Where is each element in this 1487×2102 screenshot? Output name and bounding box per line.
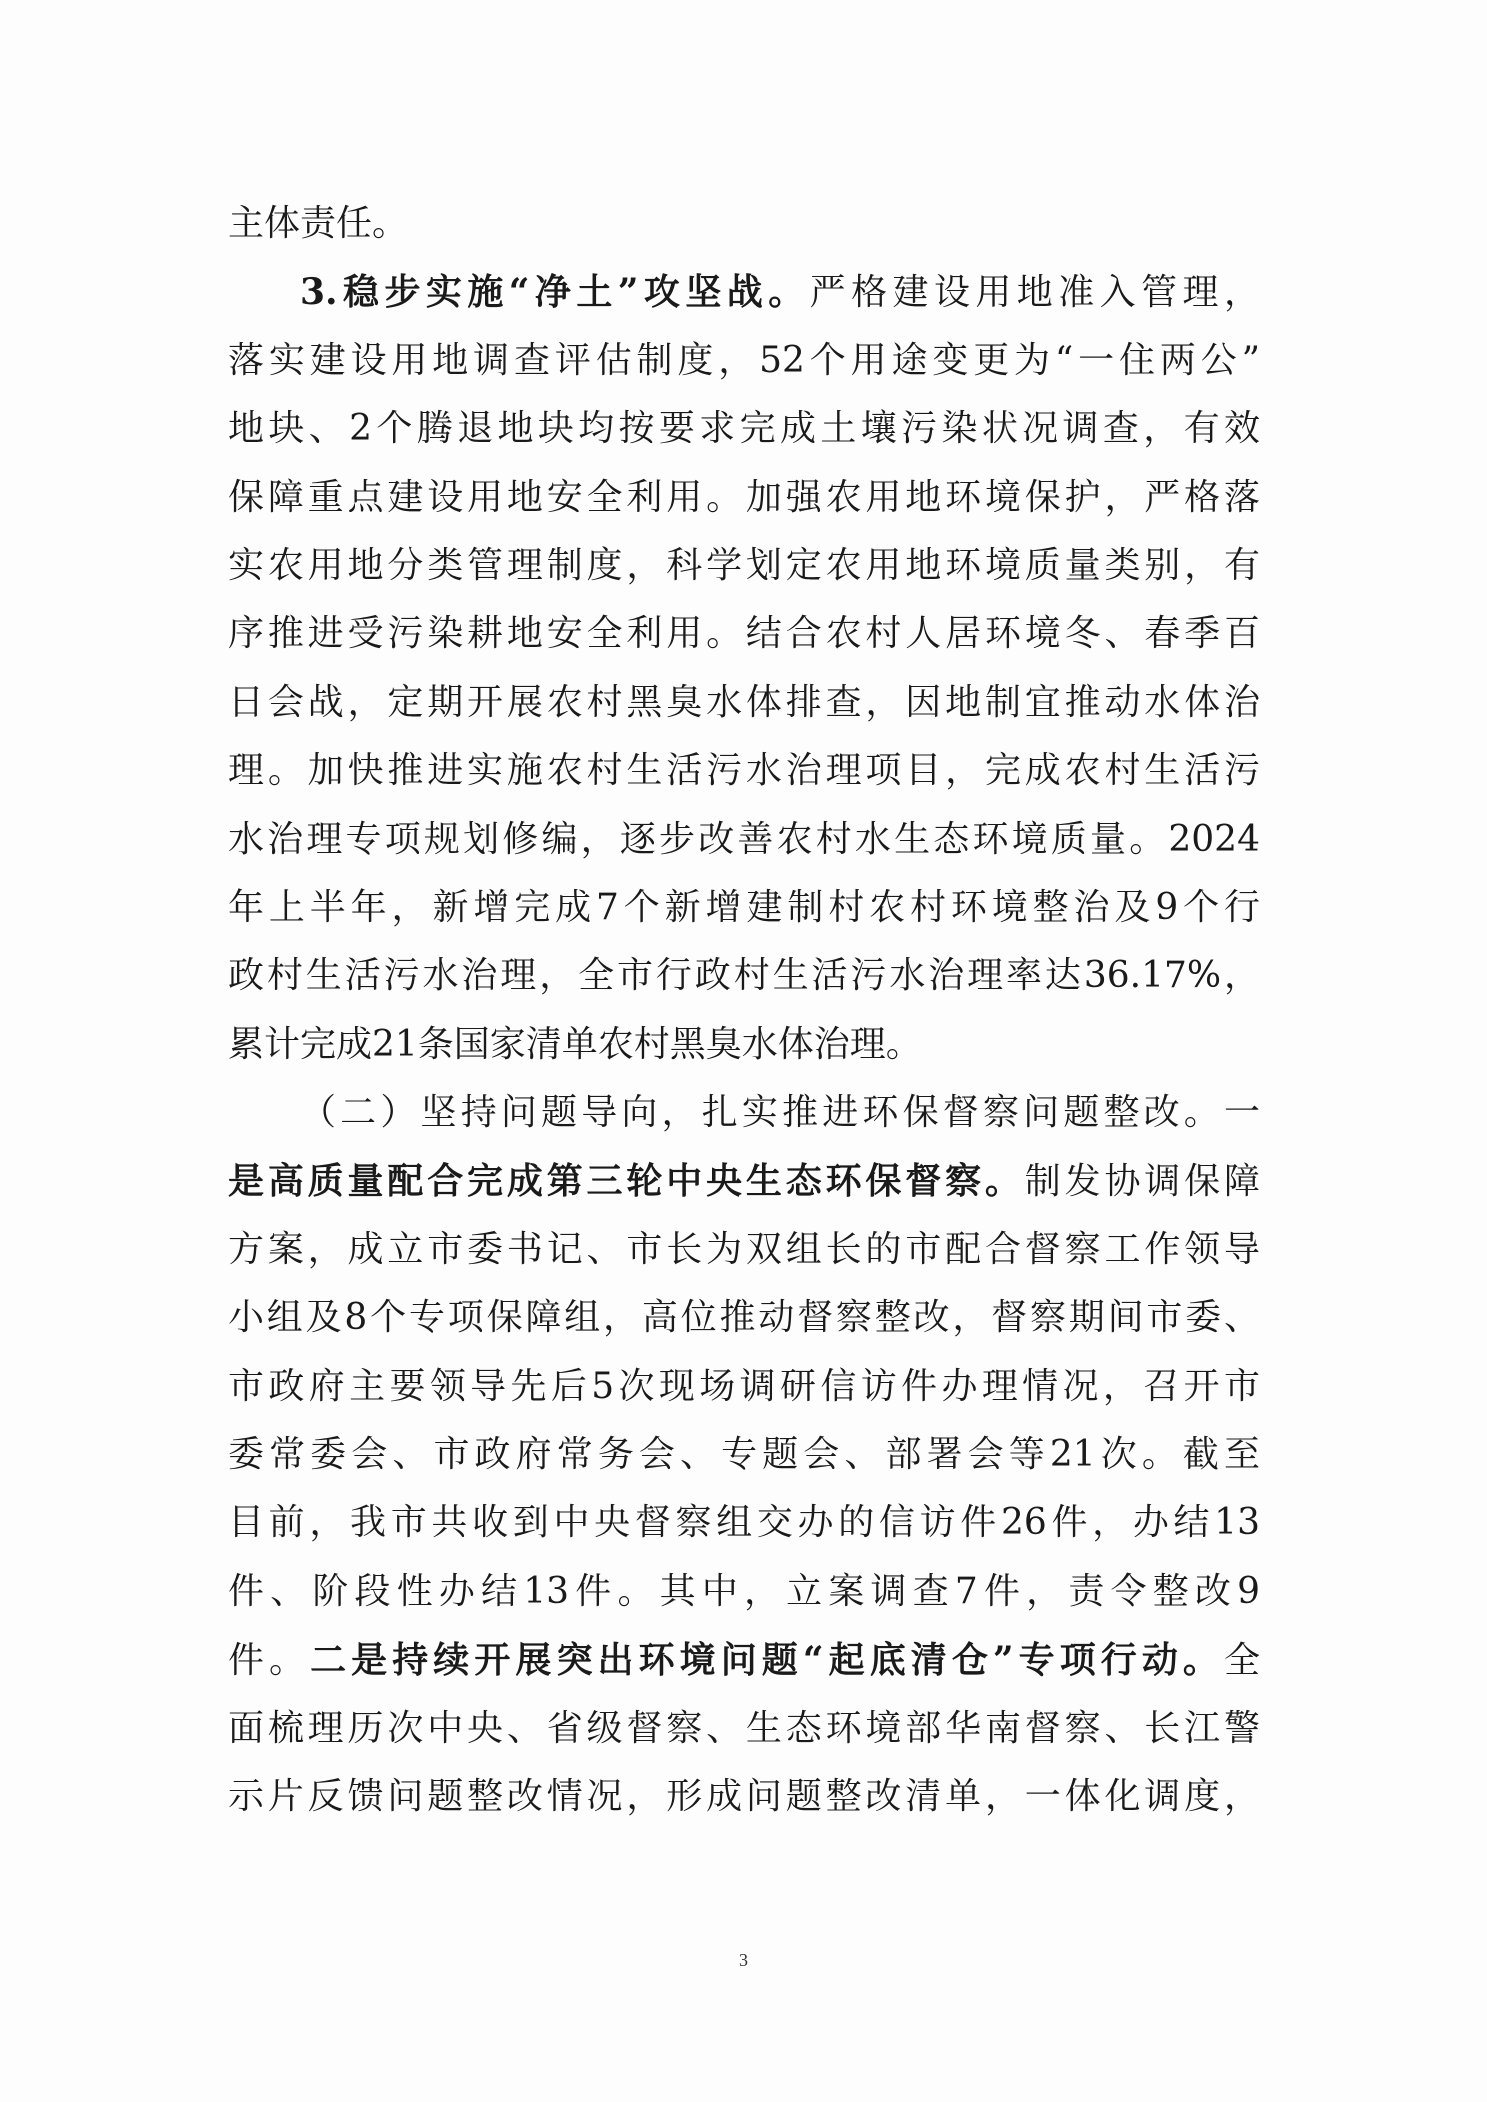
text-line [228, 1763, 1260, 1831]
text-line [228, 327, 1260, 395]
text-line [228, 1011, 1260, 1079]
text-line [228, 1079, 1260, 1147]
text-line [228, 258, 1260, 326]
text-line [228, 942, 1260, 1010]
text-segment: 全 [1223, 1640, 1260, 1682]
text-segment: 地块、2个腾退地块均按要求完成土壤污染状况调查，有效 [228, 408, 1260, 450]
text-line [228, 1558, 1260, 1626]
text-segment: 方案，成立市委书记、市长为双组长的市配合督察工作领导 [228, 1228, 1260, 1270]
text-line [228, 1353, 1260, 1421]
text-line [228, 1284, 1260, 1352]
text-line [228, 1147, 1260, 1215]
text-line [228, 669, 1260, 737]
text-line [228, 1626, 1260, 1694]
text-line [228, 1216, 1260, 1284]
text-segment: 件。 [228, 1640, 311, 1682]
text-segment: 委常委会、市政府常务会、专题会、部署会等21次。截至 [228, 1434, 1260, 1476]
text-segment: 保障重点建设用地安全利用。加强农用地环境保护，严格落 [228, 476, 1260, 518]
bold-heading-segment: 是高质量配合完成第三轮中央生态环保督察。 [228, 1160, 1025, 1203]
text-segment: 目前，我市共收到中央督察组交办的信访件26件，办结13 [228, 1502, 1260, 1544]
text-segment: 理。加快推进实施农村生活污水治理项目，完成农村生活污 [228, 750, 1260, 792]
text-line [228, 190, 1260, 258]
text-segment: 小组及8个专项保障组，高位推动督察整改，督察期间市委、 [228, 1297, 1260, 1339]
text-line [228, 532, 1260, 600]
text-segment: 落实建设用地调查评估制度，52个用途变更为“一住两公” [228, 339, 1260, 381]
text-line [228, 1695, 1260, 1763]
text-line [228, 737, 1260, 805]
text-segment: 日会战，定期开展农村黑臭水体排查，因地制宜推动水体治 [228, 681, 1260, 723]
text-segment: 市政府主要领导先后5次现场调研信访件办理情况，召开市 [228, 1365, 1260, 1407]
text-segment: 水治理专项规划修编，逐步改善农村水生态环境质量。2024 [228, 818, 1260, 860]
text-line [228, 600, 1260, 668]
text-segment: 面梳理历次中央、省级督察、生态环境部华南督察、长江警 [228, 1707, 1260, 1749]
text-segment: 实农用地分类管理制度，科学划定农用地环境质量类别，有 [228, 544, 1260, 586]
text-line [228, 395, 1260, 463]
text-line [228, 1421, 1260, 1489]
page-number: 3 [739, 1950, 748, 1970]
bold-heading-segment: 二是持续开展突出环境问题“起底清仓”专项行动。 [310, 1639, 1224, 1682]
text-segment: 制发协调保障 [1024, 1161, 1260, 1203]
text-segment: 件、阶段性办结13件。其中，立案调查7件，责令整改9 [228, 1570, 1260, 1612]
text-line [228, 874, 1260, 942]
body-text [228, 190, 1260, 1831]
text-segment: 累计完成21条国家清单农村黑臭水体治理。 [228, 1023, 922, 1065]
text-line [228, 1489, 1260, 1557]
text-line [228, 464, 1260, 532]
text-segment: 主体责任。 [228, 203, 409, 244]
text-segment: 政村生活污水治理，全市行政村生活污水治理率达36.17%， [228, 955, 1260, 997]
text-segment: 序推进受污染耕地安全利用。结合农村人居环境冬、春季百 [228, 613, 1260, 655]
text-segment: 年上半年，新增完成7个新增建制村农村环境整治及9个行 [228, 886, 1260, 928]
text-line [228, 806, 1260, 874]
text-segment: 严格建设用地准入管理， [809, 272, 1260, 314]
bold-heading-segment: 3.稳步实施“净土”攻坚战。 [300, 271, 810, 314]
text-segment: （二）坚持问题导向，扎实推进环保督察问题整改。一 [300, 1092, 1260, 1134]
text-segment: 示片反馈问题整改情况，形成问题整改清单，一体化调度， [228, 1775, 1260, 1817]
